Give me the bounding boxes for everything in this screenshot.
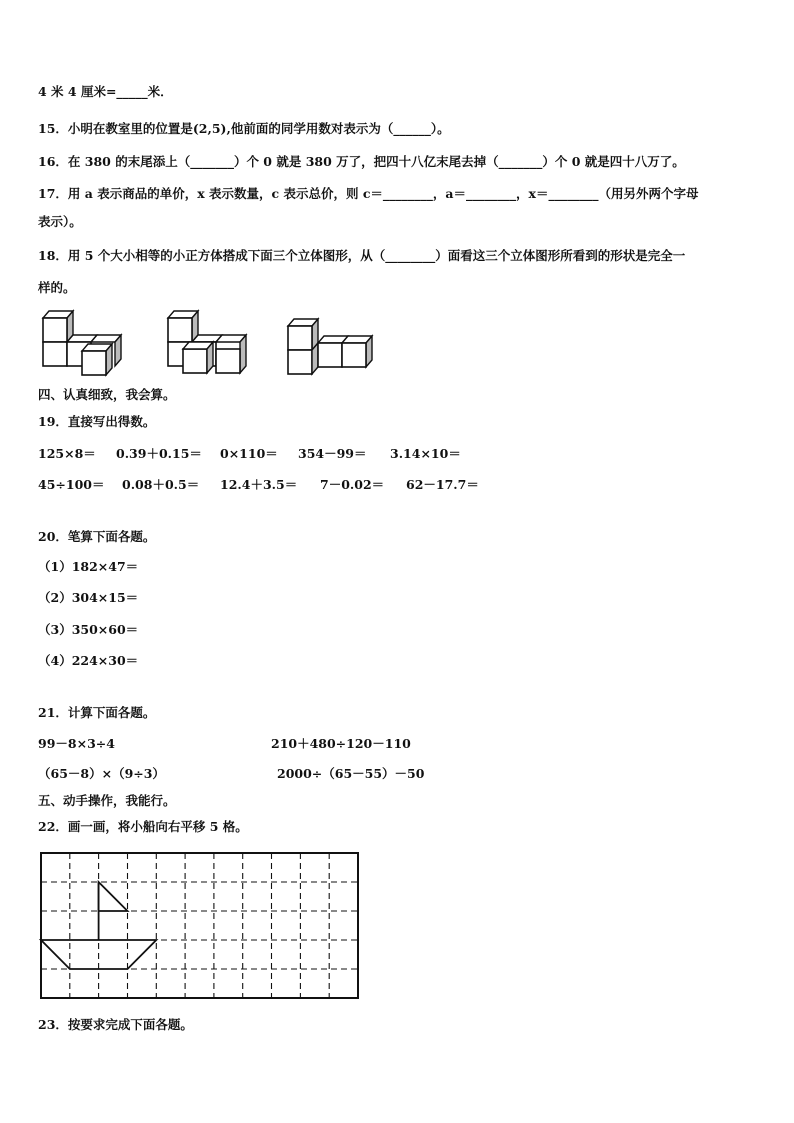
question-20-3: （3）350×60＝ [38,622,139,637]
question-21-a: 99－8×3÷4 [38,736,115,751]
calc-r1-1: 125×8＝ [38,446,96,461]
cube-figure-3 [285,316,385,382]
question-22: 22．画一画，将小船向右平移 5 格。 [38,819,248,834]
boat-grid [38,850,362,1000]
question-20-2: （2）304×15＝ [38,590,139,605]
cube-figure-1 [40,308,130,380]
question-19: 19．直接写出得数。 [38,414,156,429]
section-4-title: 四、认真细致，我会算。 [38,387,176,402]
question-16: 16．在 380 的末尾添上（_______）个 0 就是 380 万了，把四十八亿末尾去掉（_______）个 0 就是四十八万了。 [38,154,685,169]
question-23: 23．按要求完成下面各题。 [38,1017,193,1032]
calc-r1-2: 0.39＋0.15＝ [116,446,202,461]
question-21: 21．计算下面各题。 [38,705,156,720]
calc-r2-2: 0.08＋0.5＝ [122,477,200,492]
cube-figure-2 [165,308,255,380]
question-21-c: （65－8）×（9÷3） [38,766,165,781]
question-21-d: 2000÷（65－55）－50 [277,766,425,781]
question-18-line2: 样的。 [38,280,76,295]
calc-r2-4: 7－0.02＝ [320,477,385,492]
calc-r1-4: 354－99＝ [298,446,367,461]
calc-r2-3: 12.4＋3.5＝ [220,477,298,492]
q14-tail: 4 米 4 厘米=_____米． [38,84,173,99]
question-21-b: 210＋480÷120－110 [271,736,411,751]
question-20-1: （1）182×47＝ [38,559,139,574]
calc-r1-5: 3.14×10＝ [390,446,461,461]
calc-r2-1: 45÷100＝ [38,477,105,492]
calc-r1-3: 0×110＝ [220,446,278,461]
question-20: 20．笔算下面各题。 [38,529,156,544]
question-15: 15．小明在教室里的位置是(2,5),他前面的同学用数对表示为（______）。 [38,121,450,136]
question-20-4: （4）224×30＝ [38,653,139,668]
question-17-line1: 17．用 a 表示商品的单价，x 表示数量，c 表示总价，则 c＝________，a＝________，x＝________（用另外两个字母 [38,186,699,201]
question-17-line2: 表示）。 [38,214,82,229]
question-18-line1: 18．用 5 个大小相等的小正方体搭成下面三个立体图形，从（________）面看这三个立体图形所看到的形状是完全一 [38,248,686,263]
calc-r2-5: 62－17.7＝ [406,477,479,492]
section-5-title: 五、动手操作，我能行。 [38,793,176,808]
